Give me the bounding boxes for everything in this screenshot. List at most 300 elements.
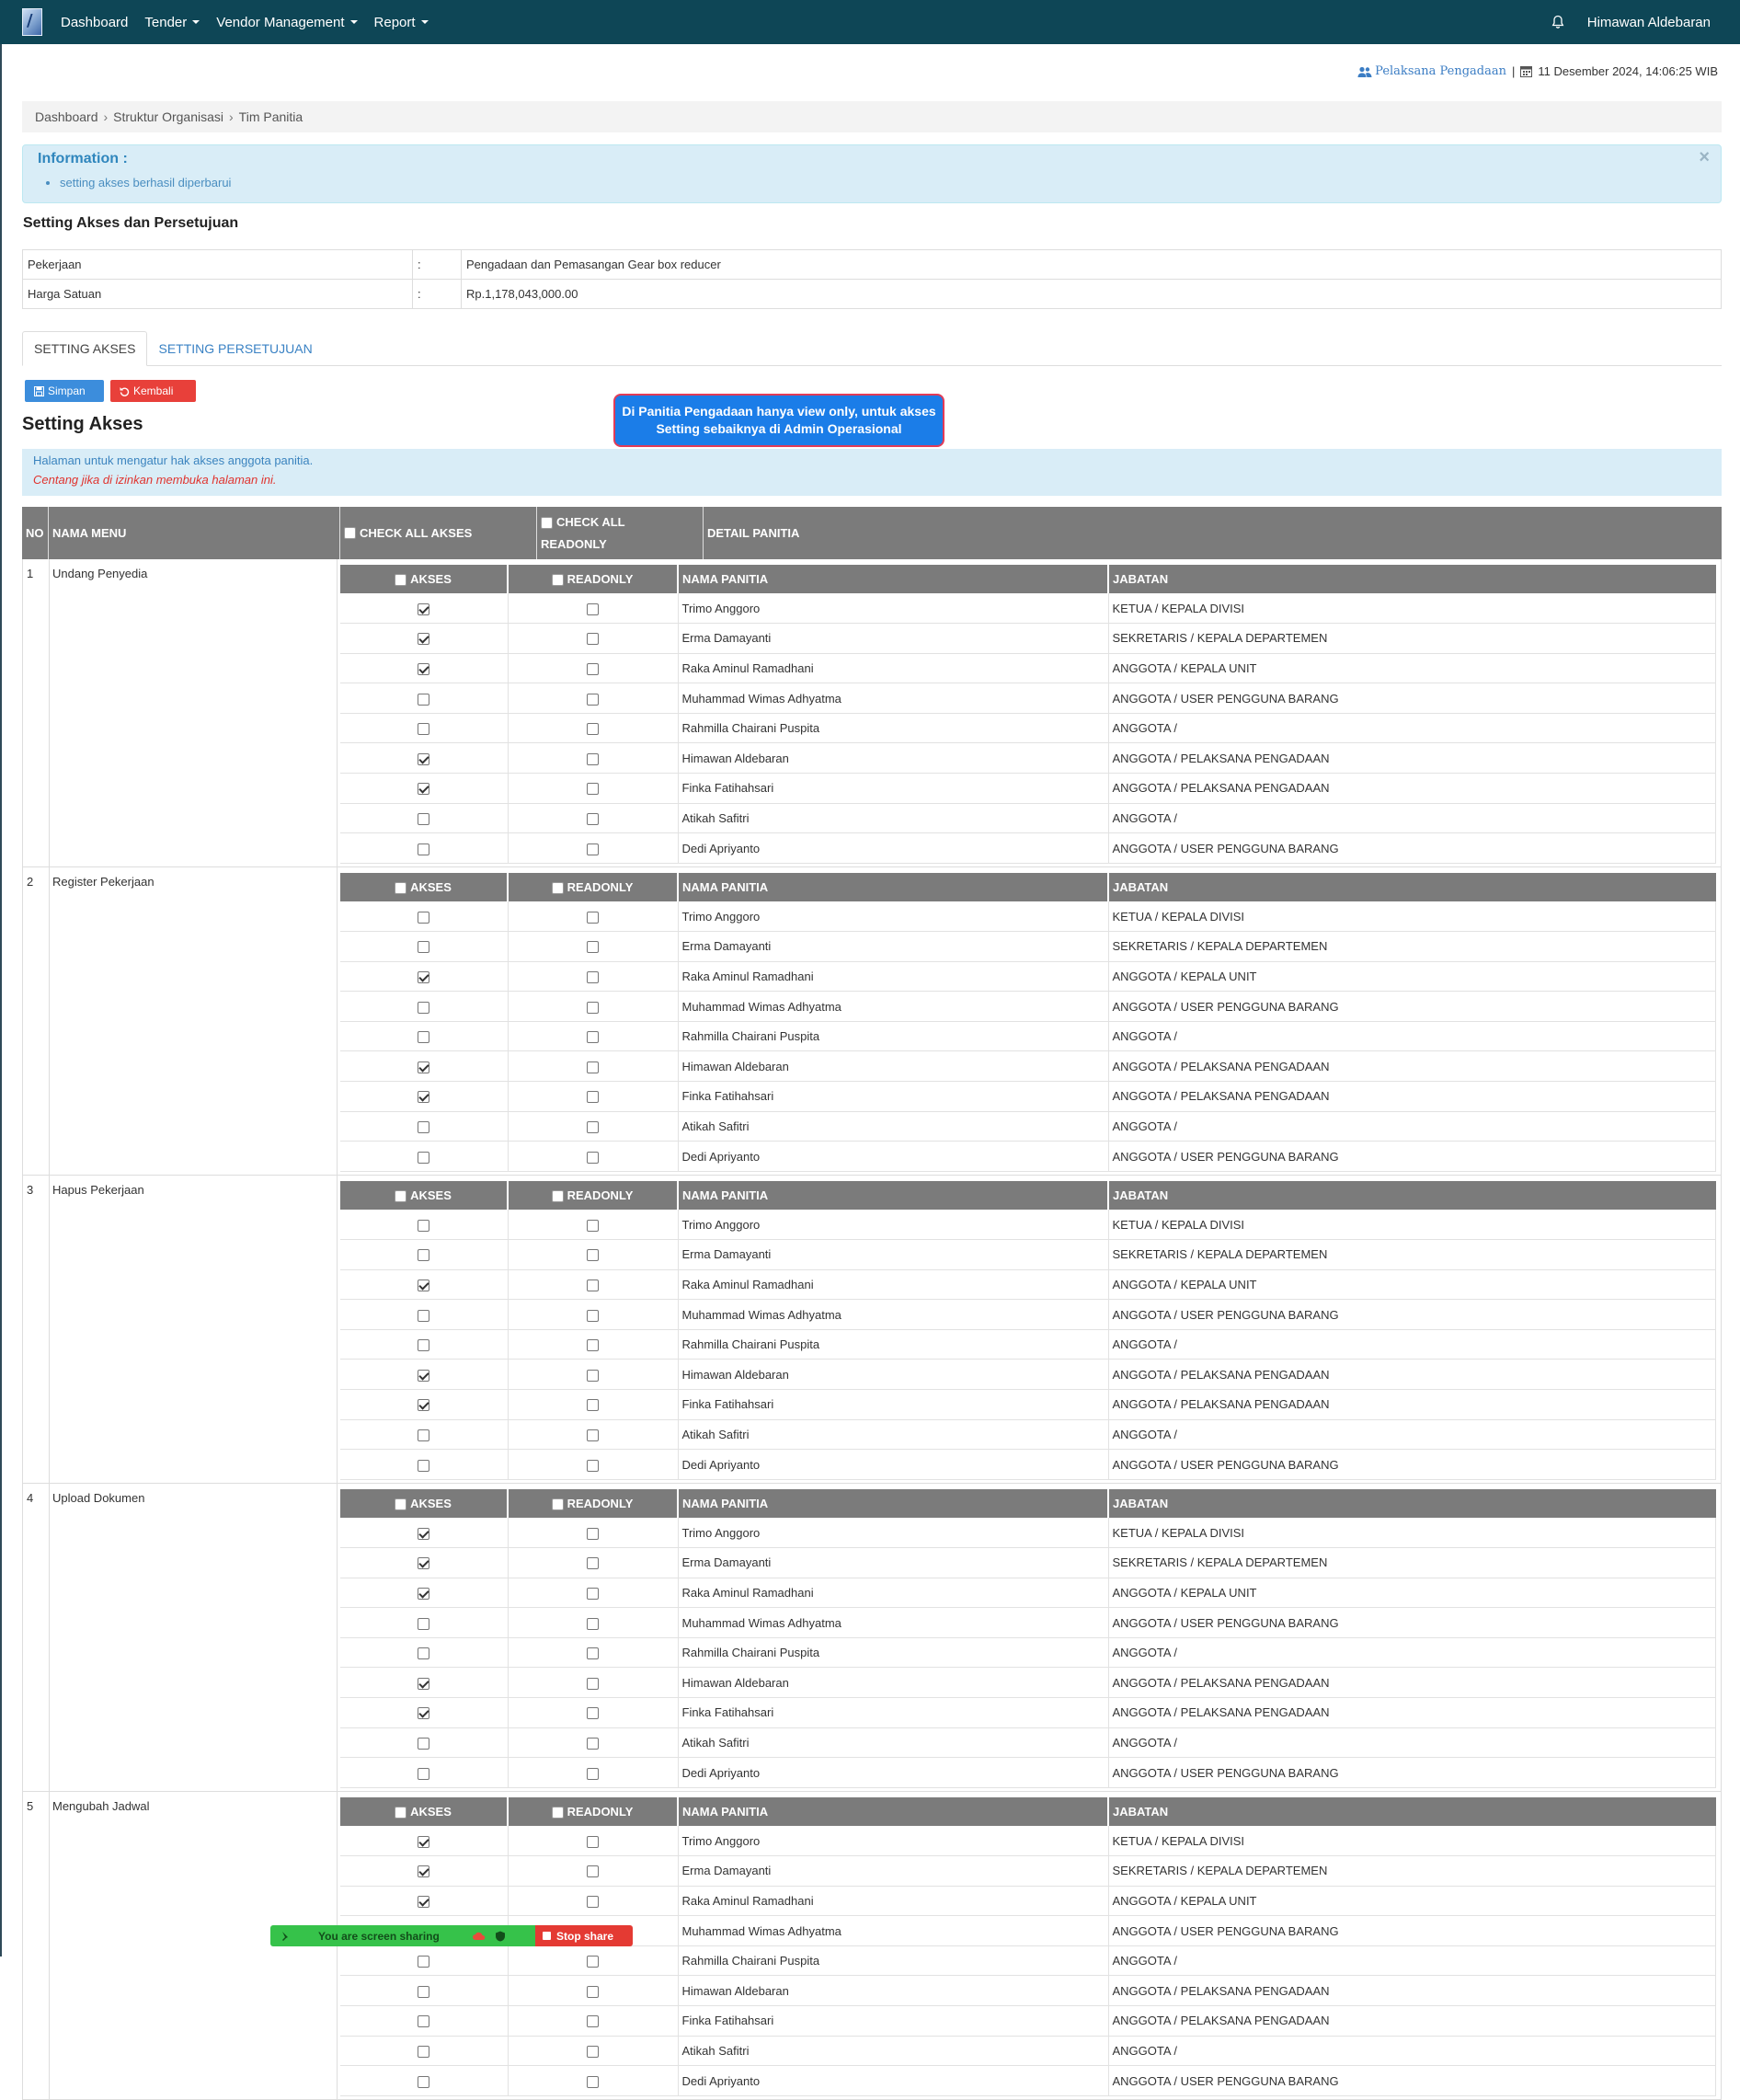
nama-header: NAMA PANITIA: [678, 565, 1108, 593]
readonly-header[interactable]: [508, 1181, 678, 1210]
nama-panitia: Himawan Aldebaran: [678, 1360, 1108, 1390]
akses-checkbox[interactable]: [418, 2015, 429, 2027]
akses-checkbox[interactable]: [418, 912, 429, 924]
col-no: NO: [22, 507, 49, 559]
panitia-table: [340, 1181, 1716, 1480]
table-row: [340, 1021, 1716, 1051]
readonly-checkbox[interactable]: [587, 1768, 599, 1780]
nav-report[interactable]: Report: [374, 15, 429, 30]
readonly-header-label: READONLY: [567, 571, 634, 586]
readonly-cell: [508, 1142, 678, 1172]
akses-header[interactable]: [340, 873, 508, 901]
readonly-cell: [508, 1945, 678, 1976]
readonly-cell: [508, 1390, 678, 1420]
readonly-cell: [508, 1329, 678, 1360]
tab-setting-akses[interactable]: SETTING AKSES: [22, 331, 147, 366]
readonly-cell: [508, 1668, 678, 1698]
jabatan: ANGGOTA / USER PENGGUNA BARANG: [1108, 1450, 1716, 1480]
col-check-all-readonly[interactable]: [537, 507, 704, 559]
nama-panitia: Muhammad Wimas Adhyatma: [678, 683, 1108, 714]
akses-checkbox[interactable]: [418, 1121, 429, 1133]
akses-checkbox[interactable]: [418, 1460, 429, 1472]
akses-checkbox[interactable]: [418, 753, 429, 765]
table-row: [340, 1637, 1716, 1668]
akses-header-label: AKSES: [410, 571, 452, 586]
readonly-checkbox[interactable]: [587, 1738, 599, 1750]
readonly-all-checkbox[interactable]: [552, 1807, 564, 1819]
readonly-header[interactable]: [508, 873, 678, 901]
readonly-checkbox[interactable]: [587, 1002, 599, 1014]
readonly-cell: [508, 1300, 678, 1330]
akses-checkbox[interactable]: [418, 843, 429, 855]
akses-checkbox[interactable]: [418, 723, 429, 735]
tab-setting-persetujuan[interactable]: SETTING PERSETUJUAN: [158, 341, 313, 356]
akses-header[interactable]: [340, 565, 508, 593]
akses-all-checkbox[interactable]: [395, 1190, 406, 1202]
readonly-cell: [508, 1758, 678, 1788]
readonly-checkbox[interactable]: [587, 723, 599, 735]
nama-panitia: Dedi Apriyanto: [678, 1142, 1108, 1172]
readonly-all-checkbox[interactable]: [552, 1498, 564, 1510]
nav-vendor-management[interactable]: Vendor Management: [216, 15, 357, 30]
column-divider: [1721, 1176, 1722, 1484]
readonly-header[interactable]: [508, 1489, 678, 1518]
table-row: [340, 1698, 1716, 1728]
readonly-header[interactable]: [508, 1797, 678, 1826]
readonly-checkbox[interactable]: [587, 813, 599, 825]
nama-panitia: Himawan Aldebaran: [678, 1976, 1108, 2006]
user-menu[interactable]: Himawan Aldebaran: [1586, 14, 1711, 30]
readonly-checkbox[interactable]: [587, 1429, 599, 1441]
datetime-text: 11 Desember 2024, 14:06:25 WIB: [1538, 64, 1718, 78]
akses-checkbox[interactable]: [418, 1091, 429, 1103]
nama-panitia: Erma Damayanti: [678, 1548, 1108, 1578]
akses-checkbox[interactable]: [418, 941, 429, 953]
readonly-cell: [508, 1240, 678, 1270]
col-check-all-akses[interactable]: [340, 507, 537, 559]
readonly-checkbox[interactable]: [587, 2076, 599, 2088]
back-label: Kembali: [133, 384, 174, 397]
readonly-cell: [508, 683, 678, 714]
akses-checkbox[interactable]: [418, 1310, 429, 1322]
akses-checkbox[interactable]: [418, 1956, 429, 1968]
akses-checkbox[interactable]: [418, 1429, 429, 1441]
jabatan: ANGGOTA / KEPALA UNIT: [1108, 961, 1716, 992]
caret-down-icon: [421, 20, 429, 24]
table-row: [340, 743, 1716, 774]
info-sep: :: [413, 280, 462, 309]
close-icon[interactable]: ×: [1699, 147, 1710, 167]
readonly-checkbox[interactable]: [587, 912, 599, 924]
readonly-checkbox[interactable]: [587, 1836, 599, 1848]
akses-cell: [340, 1608, 508, 1638]
breadcrumb-struktur[interactable]: Struktur Organisasi: [113, 109, 223, 124]
akses-cell: [340, 1976, 508, 2006]
nama-panitia: Atikah Safitri: [678, 1111, 1108, 1142]
readonly-checkbox[interactable]: [587, 753, 599, 765]
info-value: Pengadaan dan Pemasangan Gear box reducer: [462, 250, 1722, 280]
floppy-icon: [34, 386, 44, 396]
readonly-all-checkbox[interactable]: [552, 1190, 564, 1202]
akses-cell: [340, 1886, 508, 1916]
col-menu: NAMA MENU: [49, 507, 340, 559]
akses-checkbox[interactable]: [418, 694, 429, 706]
column-divider: [22, 867, 23, 1176]
readonly-cell: [508, 803, 678, 833]
readonly-cell: [508, 593, 678, 624]
akses-cell: [340, 2036, 508, 2066]
caret-down-icon: [192, 20, 200, 24]
menu-name: Register Pekerjaan: [52, 875, 155, 889]
table-row: [340, 1945, 1716, 1976]
akses-checkbox[interactable]: [418, 1557, 429, 1569]
readonly-checkbox[interactable]: [587, 1310, 599, 1322]
akses-cell: [340, 901, 508, 932]
readonly-cell: [508, 774, 678, 804]
table-row: [340, 1758, 1716, 1788]
readonly-cell: [508, 1826, 678, 1856]
table-row: [340, 653, 1716, 683]
column-divider: [49, 559, 50, 867]
akses-cell: [340, 1419, 508, 1450]
readonly-checkbox[interactable]: [587, 1678, 599, 1690]
akses-checkbox[interactable]: [418, 1528, 429, 1540]
readonly-all-checkbox[interactable]: [552, 882, 564, 894]
jabatan: ANGGOTA / USER PENGGUNA BARANG: [1108, 2066, 1716, 2096]
panitia-table: [340, 873, 1716, 1172]
readonly-cell: [508, 713, 678, 743]
readonly-checkbox[interactable]: [587, 603, 599, 615]
stop-share-button[interactable]: [535, 1925, 633, 1946]
readonly-checkbox[interactable]: [587, 1339, 599, 1351]
nama-panitia: Himawan Aldebaran: [678, 1668, 1108, 1698]
akses-checkbox[interactable]: [418, 813, 429, 825]
nav-tender[interactable]: Tender: [144, 15, 200, 30]
readonly-checkbox[interactable]: [587, 2015, 599, 2027]
readonly-all-checkbox[interactable]: [552, 574, 564, 586]
akses-cell: [340, 1240, 508, 1270]
akses-checkbox[interactable]: [418, 1678, 429, 1690]
jabatan: ANGGOTA /: [1108, 1945, 1716, 1976]
readonly-checkbox[interactable]: [587, 1557, 599, 1569]
akses-checkbox[interactable]: [418, 603, 429, 615]
column-divider: [337, 867, 338, 1176]
nama-panitia: Rahmilla Chairani Puspita: [678, 713, 1108, 743]
akses-checkbox[interactable]: [418, 971, 429, 983]
akses-cell: [340, 1518, 508, 1548]
table-row: [340, 593, 1716, 624]
nama-panitia: Rahmilla Chairani Puspita: [678, 1637, 1108, 1668]
readonly-checkbox[interactable]: [587, 1707, 599, 1719]
akses-checkbox[interactable]: [418, 2046, 429, 2058]
jabatan: ANGGOTA / USER PENGGUNA BARANG: [1108, 1142, 1716, 1172]
column-divider: [49, 1176, 50, 1484]
jabatan: ANGGOTA / USER PENGGUNA BARANG: [1108, 683, 1716, 714]
readonly-cell: [508, 932, 678, 962]
column-divider: [1721, 1484, 1722, 1792]
annotation-callout: Di Panitia Pengadaan hanya view only, untuk akses Setting sebaiknya di Admin Operasional: [613, 394, 944, 447]
jabatan: ANGGOTA / KEPALA UNIT: [1108, 1269, 1716, 1300]
column-divider: [22, 559, 23, 867]
akses-header-label: AKSES: [410, 1496, 452, 1510]
akses-cell: [340, 1698, 508, 1728]
akses-checkbox[interactable]: [418, 1280, 429, 1291]
nama-panitia: Trimo Anggoro: [678, 593, 1108, 624]
akses-cell: [340, 1360, 508, 1390]
info-value: Rp.1,178,043,000.00: [462, 280, 1722, 309]
job-info-table: [22, 249, 1722, 309]
akses-header[interactable]: [340, 1181, 508, 1210]
akses-checkbox[interactable]: [418, 1220, 429, 1232]
readonly-cell: [508, 1886, 678, 1916]
readonly-checkbox[interactable]: [587, 1121, 599, 1133]
readonly-cell: [508, 653, 678, 683]
column-divider: [337, 1176, 338, 1484]
akses-header-label: AKSES: [410, 879, 452, 894]
column-divider: [49, 1792, 50, 2100]
akses-cell: [340, 1945, 508, 1976]
akses-checkbox[interactable]: [418, 1061, 429, 1073]
readonly-header[interactable]: [508, 565, 678, 593]
back-button[interactable]: [110, 380, 196, 402]
check-all-readonly-label-2: READONLY: [541, 536, 607, 551]
readonly-header-label: READONLY: [567, 1188, 634, 1202]
menu-row: [22, 867, 1722, 1176]
akses-cell: [340, 1021, 508, 1051]
jabatan: SEKRETARIS / KEPALA DEPARTEMEN: [1108, 1240, 1716, 1270]
readonly-checkbox[interactable]: [587, 843, 599, 855]
readonly-checkbox[interactable]: [587, 783, 599, 795]
nama-panitia: Rahmilla Chairani Puspita: [678, 1021, 1108, 1051]
akses-cell: [340, 1727, 508, 1758]
readonly-cell: [508, 1021, 678, 1051]
check-all-akses-checkbox[interactable]: [344, 527, 356, 539]
readonly-checkbox[interactable]: [587, 941, 599, 953]
column-divider: [1721, 1792, 1722, 2100]
akses-checkbox[interactable]: [418, 1986, 429, 1998]
role-link[interactable]: Pelaksana Pengadaan: [1375, 64, 1506, 78]
akses-checkbox[interactable]: [418, 1370, 429, 1382]
nama-panitia: Raka Aminul Ramadhani: [678, 1578, 1108, 1608]
nama-panitia: Rahmilla Chairani Puspita: [678, 1945, 1108, 1976]
readonly-checkbox[interactable]: [587, 1896, 599, 1908]
akses-checkbox[interactable]: [418, 2076, 429, 2088]
jabatan: ANGGOTA /: [1108, 1637, 1716, 1668]
readonly-cell: [508, 2036, 678, 2066]
readonly-checkbox[interactable]: [587, 1370, 599, 1382]
readonly-cell: [508, 1360, 678, 1390]
jabatan: ANGGOTA / PELAKSANA PENGADAAN: [1108, 774, 1716, 804]
info-label: Harga Satuan: [23, 280, 413, 309]
akses-all-checkbox[interactable]: [395, 1498, 406, 1510]
akses-cell: [340, 833, 508, 864]
info-sep: :: [413, 250, 462, 280]
nama-panitia: Raka Aminul Ramadhani: [678, 653, 1108, 683]
separator: |: [1512, 64, 1516, 78]
akses-checkbox[interactable]: [418, 1836, 429, 1848]
akses-cell: [340, 624, 508, 654]
table-row: [340, 2006, 1716, 2037]
alert-message: • setting akses berhasil diperbarui: [60, 176, 1706, 189]
jabatan: ANGGOTA / PELAKSANA PENGADAAN: [1108, 1051, 1716, 1082]
akses-cell: [340, 1300, 508, 1330]
readonly-cell: [508, 1727, 678, 1758]
akses-checkbox[interactable]: [418, 1707, 429, 1719]
table-row: [340, 1856, 1716, 1887]
table-row: [340, 1390, 1716, 1420]
readonly-checkbox[interactable]: [587, 1280, 599, 1291]
readonly-checkbox[interactable]: [587, 1956, 599, 1968]
akses-checkbox[interactable]: [418, 633, 429, 645]
calendar-icon: [1520, 65, 1532, 77]
breadcrumb-dashboard[interactable]: Dashboard: [35, 109, 98, 124]
column-divider: [1721, 867, 1722, 1176]
readonly-checkbox[interactable]: [587, 1647, 599, 1659]
info-label: Pekerjaan: [23, 250, 413, 280]
readonly-checkbox[interactable]: [587, 633, 599, 645]
readonly-checkbox[interactable]: [587, 1588, 599, 1600]
akses-cell: [340, 2066, 508, 2096]
table-row: [340, 1450, 1716, 1480]
panitia-table: [340, 1797, 1716, 2096]
akses-cell: [340, 743, 508, 774]
akses-cell: [340, 653, 508, 683]
akses-checkbox[interactable]: [418, 1399, 429, 1411]
akses-cell: [340, 1269, 508, 1300]
jabatan: ANGGOTA /: [1108, 1111, 1716, 1142]
akses-checkbox[interactable]: [418, 1152, 429, 1164]
akses-checkbox[interactable]: [418, 783, 429, 795]
nama-panitia: Atikah Safitri: [678, 1727, 1108, 1758]
jabatan: ANGGOTA /: [1108, 1021, 1716, 1051]
table-row: [340, 932, 1716, 962]
nama-panitia: Finka Fatihahsari: [678, 1082, 1108, 1112]
readonly-checkbox[interactable]: [587, 1220, 599, 1232]
caret-down-icon: [350, 20, 358, 24]
nama-panitia: Finka Fatihahsari: [678, 1698, 1108, 1728]
nama-panitia: Atikah Safitri: [678, 803, 1108, 833]
readonly-checkbox[interactable]: [587, 1249, 599, 1261]
readonly-checkbox[interactable]: [587, 694, 599, 706]
readonly-checkbox[interactable]: [587, 1865, 599, 1877]
stop-share-label: Stop share: [556, 1929, 614, 1943]
akses-checkbox[interactable]: [418, 1588, 429, 1600]
menu-name: Hapus Pekerjaan: [52, 1183, 144, 1197]
akses-checkbox[interactable]: [418, 1618, 429, 1630]
table-row: [340, 1360, 1716, 1390]
readonly-checkbox[interactable]: [587, 1061, 599, 1073]
section-heading: Setting Akses: [22, 414, 143, 434]
readonly-checkbox[interactable]: [587, 1618, 599, 1630]
table-row: [340, 1142, 1716, 1172]
readonly-checkbox[interactable]: [587, 663, 599, 675]
nama-panitia: Finka Fatihahsari: [678, 774, 1108, 804]
table-row: [340, 1210, 1716, 1240]
row-number: 3: [27, 1183, 34, 1197]
readonly-cell: [508, 1210, 678, 1240]
nav-dashboard[interactable]: Dashboard: [61, 14, 129, 30]
shield-icon: [495, 1931, 506, 1942]
akses-cell: [340, 1051, 508, 1082]
readonly-cell: [508, 1111, 678, 1142]
akses-checkbox[interactable]: [418, 1339, 429, 1351]
app-logo[interactable]: /: [22, 8, 42, 36]
akses-checkbox[interactable]: [418, 1647, 429, 1659]
column-divider: [337, 1484, 338, 1792]
akses-checkbox[interactable]: [418, 1896, 429, 1908]
readonly-checkbox[interactable]: [587, 2046, 599, 2058]
table-row: [340, 1051, 1716, 1082]
chevron-right-icon: ›: [229, 109, 234, 124]
akses-cell: [340, 1329, 508, 1360]
readonly-checkbox[interactable]: [587, 1031, 599, 1043]
info-row: [23, 280, 1722, 309]
breadcrumb-current: Tim Panitia: [238, 109, 303, 124]
jabatan: ANGGOTA / PELAKSANA PENGADAAN: [1108, 1668, 1716, 1698]
table-row: [340, 774, 1716, 804]
check-all-readonly-checkbox[interactable]: [541, 517, 553, 529]
nama-panitia: Atikah Safitri: [678, 1419, 1108, 1450]
readonly-checkbox[interactable]: [587, 971, 599, 983]
nama-panitia: Dedi Apriyanto: [678, 1758, 1108, 1788]
akses-checkbox[interactable]: [418, 1738, 429, 1750]
nama-panitia: Muhammad Wimas Adhyatma: [678, 1916, 1108, 1946]
akses-checkbox[interactable]: [418, 1002, 429, 1014]
akses-cell: [340, 2006, 508, 2037]
readonly-checkbox[interactable]: [587, 1986, 599, 1998]
akses-header[interactable]: [340, 1797, 508, 1826]
jabatan: ANGGOTA /: [1108, 803, 1716, 833]
jabatan-header: JABATAN: [1108, 873, 1716, 901]
column-divider: [1721, 559, 1722, 867]
readonly-checkbox[interactable]: [587, 1399, 599, 1411]
readonly-cell: [508, 2066, 678, 2096]
akses-checkbox[interactable]: [418, 1865, 429, 1877]
akses-checkbox[interactable]: [418, 663, 429, 675]
nama-header: NAMA PANITIA: [678, 1797, 1108, 1826]
table-row: [340, 1240, 1716, 1270]
readonly-cell: [508, 833, 678, 864]
column-divider: [49, 1484, 50, 1792]
akses-checkbox[interactable]: [418, 1031, 429, 1043]
akses-cell: [340, 992, 508, 1022]
akses-checkbox[interactable]: [418, 1249, 429, 1261]
check-all-akses-label: CHECK ALL AKSES: [360, 526, 473, 540]
akses-all-checkbox[interactable]: [395, 1807, 406, 1819]
bell-icon[interactable]: [1551, 15, 1565, 29]
pin-icon: [280, 1931, 291, 1942]
akses-cell: [340, 1450, 508, 1480]
nama-panitia: Finka Fatihahsari: [678, 1390, 1108, 1420]
readonly-checkbox[interactable]: [587, 1091, 599, 1103]
akses-all-checkbox[interactable]: [395, 574, 406, 586]
readonly-checkbox[interactable]: [587, 1460, 599, 1472]
chevron-right-icon: ›: [103, 109, 109, 124]
table-row: [340, 1608, 1716, 1638]
akses-cell: [340, 1826, 508, 1856]
screen-share-text: You are screen sharing: [318, 1929, 440, 1943]
save-button[interactable]: [25, 380, 104, 402]
readonly-checkbox[interactable]: [587, 1152, 599, 1164]
akses-all-checkbox[interactable]: [395, 882, 406, 894]
readonly-checkbox[interactable]: [587, 1528, 599, 1540]
jabatan: KETUA / KEPALA DIVISI: [1108, 593, 1716, 624]
akses-header[interactable]: [340, 1489, 508, 1518]
jabatan: ANGGOTA / KEPALA UNIT: [1108, 653, 1716, 683]
users-icon: [1357, 66, 1372, 77]
top-navbar: [0, 0, 1740, 44]
akses-checkbox[interactable]: [418, 1768, 429, 1780]
